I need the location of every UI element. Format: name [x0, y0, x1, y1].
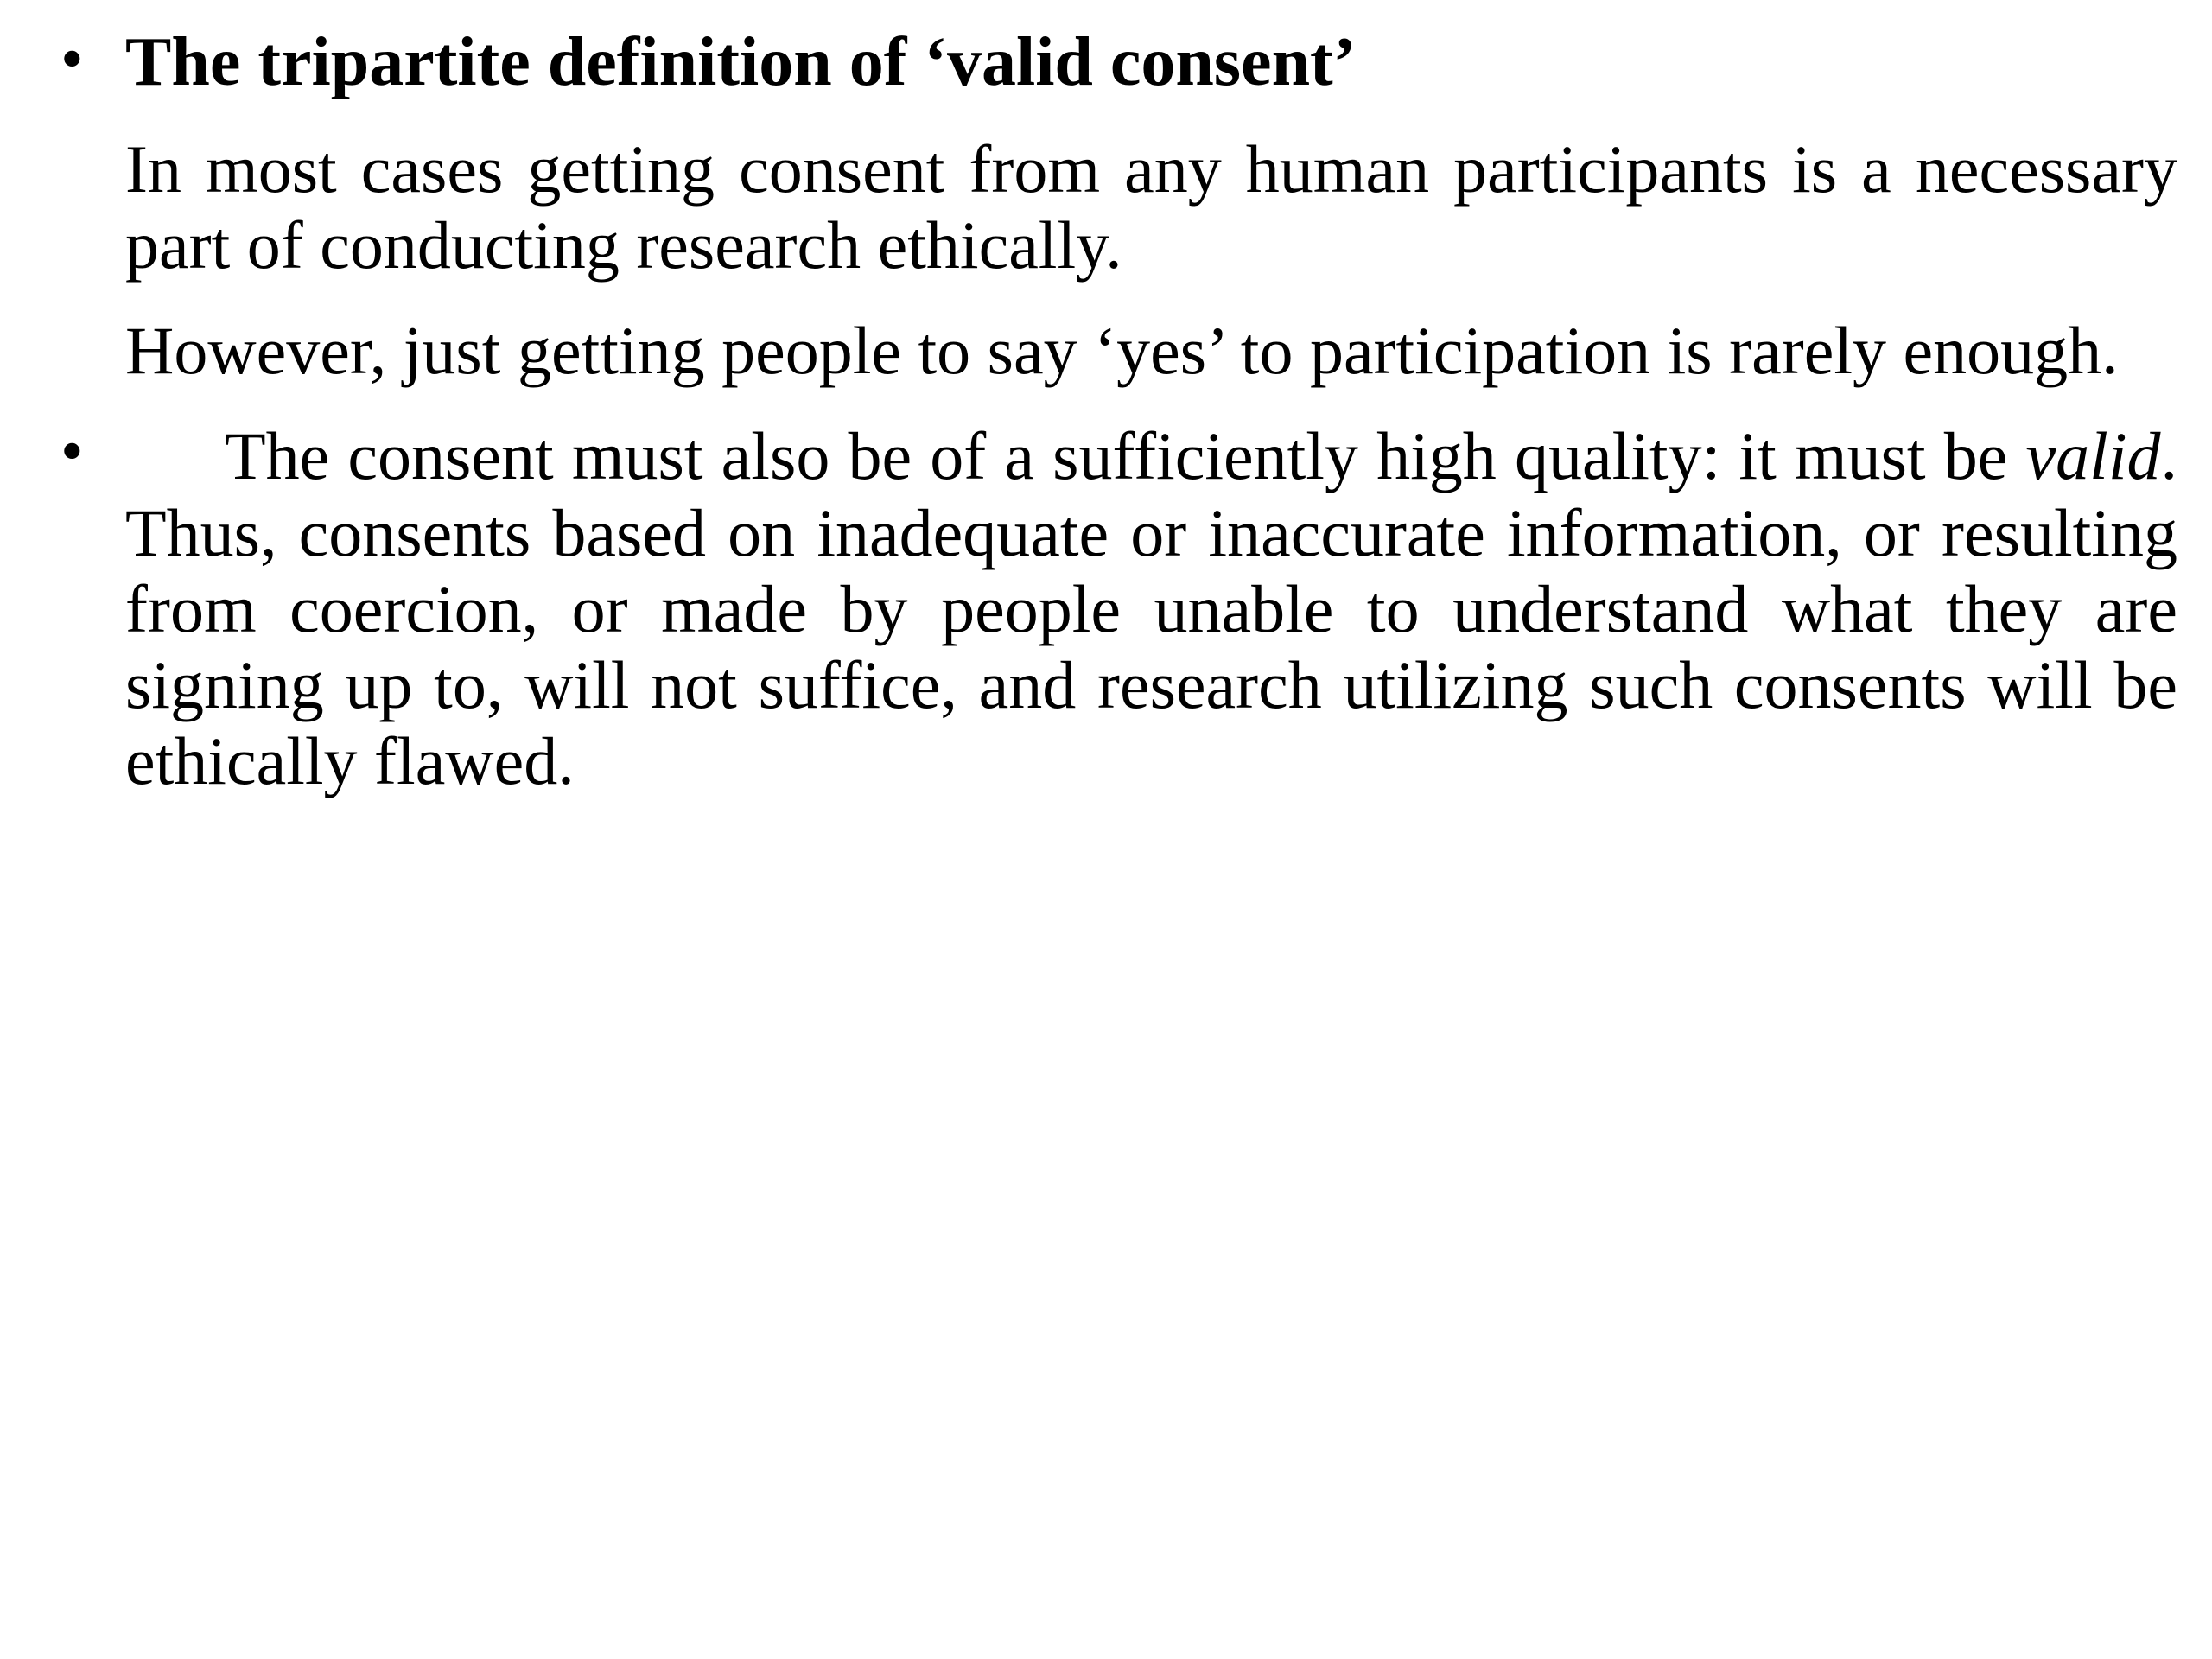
paragraph-3-segment-1: The consent must also be of a sufficiently high quality: it must be [225, 418, 2026, 494]
paragraph-3-segment-2: . Thus, consents based on inadequate or inaccurate information, or resulting from coercion, or made by people unable to understand what they are signing up to, will not suffice, and research utilizing such consents will be ethically flawed. [125, 418, 2177, 798]
paragraph-1-block [35, 131, 2177, 283]
spacer-3 [35, 389, 2177, 418]
paragraph-3-emphasis: valid [2025, 418, 2161, 494]
paragraph-3-text [125, 418, 2177, 799]
paragraph-2-text: However, just getting people to say ‘yes’ to participation is rarely enough. [125, 313, 2119, 389]
bullet-icon-2: • [60, 415, 84, 488]
spacer-1 [35, 99, 2177, 131]
slide-heading: The tripartite definition of ‘valid consent’ [125, 24, 1357, 100]
heading-block [35, 22, 2177, 100]
paragraph-1-text: In most cases getting consent from any human participants is a necessary part of conducting research ethically. [125, 131, 2177, 283]
paragraph-3-block [35, 415, 2177, 799]
spacer-2 [35, 283, 2177, 313]
bullet-icon: • [60, 22, 84, 95]
paragraph-2-block [35, 313, 2177, 389]
